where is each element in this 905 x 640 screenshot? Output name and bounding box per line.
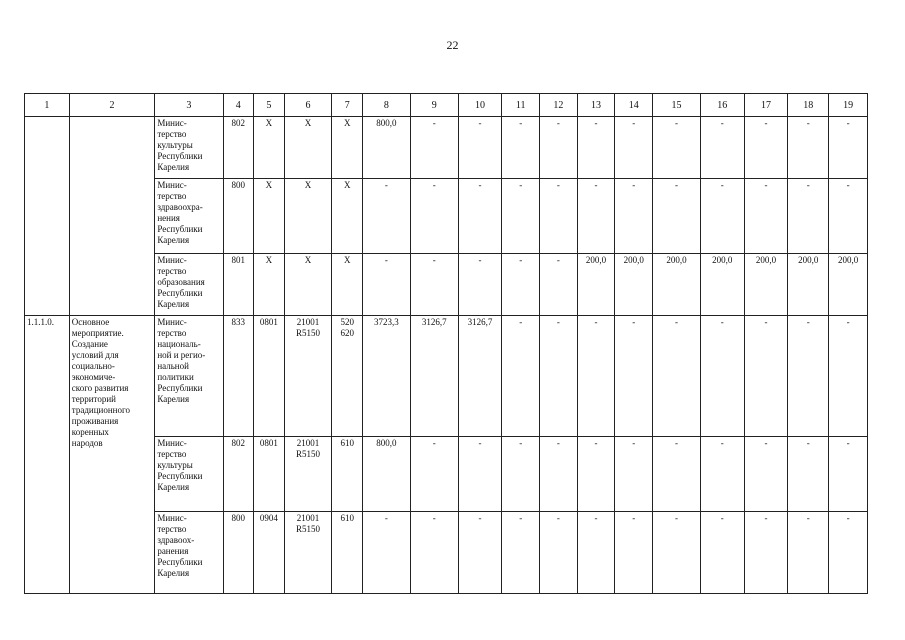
code-cell: 833: [223, 316, 254, 437]
code-cell: 802: [223, 117, 254, 179]
organization-cell-line: Карелия: [157, 482, 190, 492]
expense-type-cell: X: [332, 254, 363, 316]
section-cell: X: [254, 117, 285, 179]
organization-cell-line: Минис-: [157, 513, 187, 523]
measure-name-cell-line: традиционного: [71, 405, 130, 415]
organization-cell-line: Карелия: [157, 162, 190, 172]
organization-cell-line: терство: [157, 191, 187, 201]
measure-name-cell-line: ского развития: [71, 383, 129, 393]
value-cell: -: [653, 179, 701, 254]
organization-cell-line: Минис-: [157, 255, 187, 265]
measure-name-cell-line: народов: [71, 438, 103, 448]
value-cell: 200,0: [577, 254, 615, 316]
value-cell: 800,0: [362, 437, 410, 512]
value-cell: -: [502, 117, 540, 179]
value-cell: -: [502, 512, 540, 594]
article-cell: X: [284, 179, 332, 254]
value-cell: -: [700, 512, 744, 594]
value-cell: -: [615, 512, 653, 594]
code-cell: 801: [223, 254, 254, 316]
value-cell: -: [744, 179, 788, 254]
organization-cell-line: Минис-: [157, 317, 187, 327]
value-cell: -: [502, 179, 540, 254]
organization-cell: [155, 179, 223, 254]
expense-type-cell: X: [332, 117, 363, 179]
organization-cell-line: Республики: [157, 383, 203, 393]
value-cell: -: [744, 437, 788, 512]
organization-cell-line: Республики: [157, 557, 203, 567]
value-cell: -: [410, 437, 458, 512]
code-cell: 802: [223, 437, 254, 512]
value-cell: -: [577, 316, 615, 437]
measure-name-cell-line: территорий: [71, 394, 116, 404]
organization-cell-line: культуры: [157, 460, 193, 470]
organization-cell-line: терство: [157, 129, 187, 139]
column-header-9: 9: [410, 94, 458, 117]
value-cell: 200,0: [700, 254, 744, 316]
value-cell: -: [744, 512, 788, 594]
value-cell: 200,0: [615, 254, 653, 316]
value-cell: 200,0: [653, 254, 701, 316]
organization-cell-line: Республики: [157, 471, 203, 481]
value-cell: -: [829, 316, 868, 437]
organization-cell: [155, 437, 223, 512]
section-cell: X: [254, 179, 285, 254]
article-cell-line: R5150: [295, 524, 320, 534]
value-cell: -: [540, 117, 578, 179]
expense-type-cell-line: 610: [340, 438, 354, 448]
measure-name-cell-line: экономиче-: [71, 372, 116, 382]
column-header-5: 5: [254, 94, 285, 117]
measure-name-cell-line: мероприятие.: [71, 328, 124, 338]
article-cell: [284, 437, 332, 512]
organization-cell-line: Минис-: [157, 438, 187, 448]
measure-id-cell: 1.1.1.0.: [25, 316, 70, 594]
value-cell: -: [653, 437, 701, 512]
code-cell: 800: [223, 179, 254, 254]
organization-cell-line: Карелия: [157, 299, 190, 309]
expense-type-cell-line: 610: [340, 513, 354, 523]
organization-cell-line: политики: [157, 372, 194, 382]
value-cell: -: [788, 179, 829, 254]
value-cell: -: [540, 254, 578, 316]
organization-cell-line: Республики: [157, 151, 203, 161]
organization-cell-line: Минис-: [157, 180, 187, 190]
expense-type-cell: [332, 316, 363, 437]
value-cell: -: [577, 179, 615, 254]
organization-cell: [155, 254, 223, 316]
article-cell: X: [284, 254, 332, 316]
column-header-16: 16: [700, 94, 744, 117]
organization-cell: [155, 316, 223, 437]
value-cell: -: [540, 437, 578, 512]
value-cell: -: [362, 179, 410, 254]
value-cell: -: [615, 117, 653, 179]
value-cell: -: [577, 117, 615, 179]
value-cell: -: [577, 512, 615, 594]
value-cell: -: [615, 316, 653, 437]
measure-name-cell-line: Создание: [71, 339, 108, 349]
column-header-1: 1: [25, 94, 70, 117]
expense-type-cell-line: 520: [340, 317, 354, 327]
value-cell: 3723,3: [362, 316, 410, 437]
column-header-12: 12: [540, 94, 578, 117]
value-cell: -: [653, 117, 701, 179]
id-cell: [25, 117, 70, 316]
value-cell: 3126,7: [458, 316, 502, 437]
value-cell: -: [829, 437, 868, 512]
value-cell: -: [615, 437, 653, 512]
expense-type-cell-line: 620: [340, 328, 354, 338]
organization-cell-line: здравоохра-: [157, 202, 203, 212]
section-cell: 0801: [254, 316, 285, 437]
organization-cell-line: терство: [157, 524, 187, 534]
value-cell: -: [788, 316, 829, 437]
value-cell: -: [653, 316, 701, 437]
measure-name-cell-line: коренных: [71, 427, 109, 437]
value-cell: 3126,7: [410, 316, 458, 437]
code-cell: 800: [223, 512, 254, 594]
value-cell: -: [410, 179, 458, 254]
expense-type-cell: X: [332, 179, 363, 254]
value-cell: -: [829, 117, 868, 179]
value-cell: -: [540, 512, 578, 594]
article-cell-line: 21001: [296, 317, 320, 327]
value-cell: -: [700, 117, 744, 179]
organization-cell-line: Минис-: [157, 118, 187, 128]
value-cell: 200,0: [829, 254, 868, 316]
value-cell: -: [458, 179, 502, 254]
section-cell: X: [254, 254, 285, 316]
measure-name-cell-line: проживания: [71, 416, 119, 426]
column-header-17: 17: [744, 94, 788, 117]
expense-type-cell: [332, 437, 363, 512]
organization-cell: [155, 117, 223, 179]
value-cell: -: [788, 437, 829, 512]
organization-cell-line: ранения: [157, 546, 189, 556]
value-cell: -: [788, 512, 829, 594]
organization-cell-line: здравоох-: [157, 535, 195, 545]
measure-name-cell: [69, 316, 155, 594]
column-header-8: 8: [362, 94, 410, 117]
column-header-15: 15: [653, 94, 701, 117]
value-cell: -: [410, 512, 458, 594]
value-cell: -: [362, 512, 410, 594]
value-cell: -: [744, 316, 788, 437]
name-cell: [69, 117, 155, 316]
value-cell: -: [653, 512, 701, 594]
organization-cell-line: ной и регио-: [157, 350, 206, 360]
organization-cell: [155, 512, 223, 594]
organization-cell-line: Республики: [157, 288, 203, 298]
article-cell: [284, 512, 332, 594]
value-cell: -: [458, 117, 502, 179]
value-cell: -: [502, 437, 540, 512]
article-cell-line: 21001: [296, 438, 320, 448]
value-cell: -: [502, 316, 540, 437]
column-header-11: 11: [502, 94, 540, 117]
organization-cell-line: Карелия: [157, 235, 190, 245]
value-cell: -: [458, 254, 502, 316]
table-row: [25, 316, 868, 437]
organization-cell-line: Карелия: [157, 394, 190, 404]
value-cell: -: [540, 179, 578, 254]
article-cell: X: [284, 117, 332, 179]
organization-cell-line: националь-: [157, 339, 201, 349]
organization-cell-line: терство: [157, 266, 187, 276]
page-number: 22: [446, 38, 459, 52]
budget-table: [24, 93, 868, 594]
section-cell: 0801: [254, 437, 285, 512]
column-header-14: 14: [615, 94, 653, 117]
article-cell: [284, 316, 332, 437]
value-cell: -: [744, 117, 788, 179]
article-cell-line: R5150: [295, 328, 320, 338]
column-header-19: 19: [829, 94, 868, 117]
measure-name-cell-line: социально-: [71, 361, 115, 371]
measure-name-cell-line: условий для: [71, 350, 119, 360]
organization-cell-line: нальной: [157, 361, 189, 371]
value-cell: -: [615, 179, 653, 254]
value-cell: -: [410, 254, 458, 316]
value-cell: 800,0: [362, 117, 410, 179]
organization-cell-line: образования: [157, 277, 205, 287]
column-header-18: 18: [788, 94, 829, 117]
header-row: [25, 94, 868, 117]
section-cell: 0904: [254, 512, 285, 594]
measure-name-cell-line: Основное: [71, 317, 110, 327]
article-cell-line: 21001: [296, 513, 320, 523]
value-cell: -: [700, 179, 744, 254]
organization-cell-line: терство: [157, 328, 187, 338]
value-cell: -: [458, 437, 502, 512]
table-row: [25, 117, 868, 179]
column-header-2: 2: [69, 94, 155, 117]
value-cell: -: [788, 117, 829, 179]
value-cell: 200,0: [788, 254, 829, 316]
value-cell: 200,0: [744, 254, 788, 316]
value-cell: -: [540, 316, 578, 437]
article-cell-line: R5150: [295, 449, 320, 459]
value-cell: -: [700, 316, 744, 437]
column-header-4: 4: [223, 94, 254, 117]
expense-type-cell: [332, 512, 363, 594]
value-cell: -: [829, 179, 868, 254]
organization-cell-line: Республики: [157, 224, 203, 234]
value-cell: -: [829, 512, 868, 594]
organization-cell-line: культуры: [157, 140, 193, 150]
value-cell: -: [458, 512, 502, 594]
value-cell: -: [700, 437, 744, 512]
column-header-13: 13: [577, 94, 615, 117]
column-header-7: 7: [332, 94, 363, 117]
value-cell: -: [410, 117, 458, 179]
organization-cell-line: терство: [157, 449, 187, 459]
value-cell: -: [502, 254, 540, 316]
organization-cell-line: нения: [157, 213, 180, 223]
value-cell: -: [362, 254, 410, 316]
column-header-3: 3: [155, 94, 223, 117]
column-header-10: 10: [458, 94, 502, 117]
organization-cell-line: Карелия: [157, 568, 190, 578]
column-header-6: 6: [284, 94, 332, 117]
value-cell: -: [577, 437, 615, 512]
